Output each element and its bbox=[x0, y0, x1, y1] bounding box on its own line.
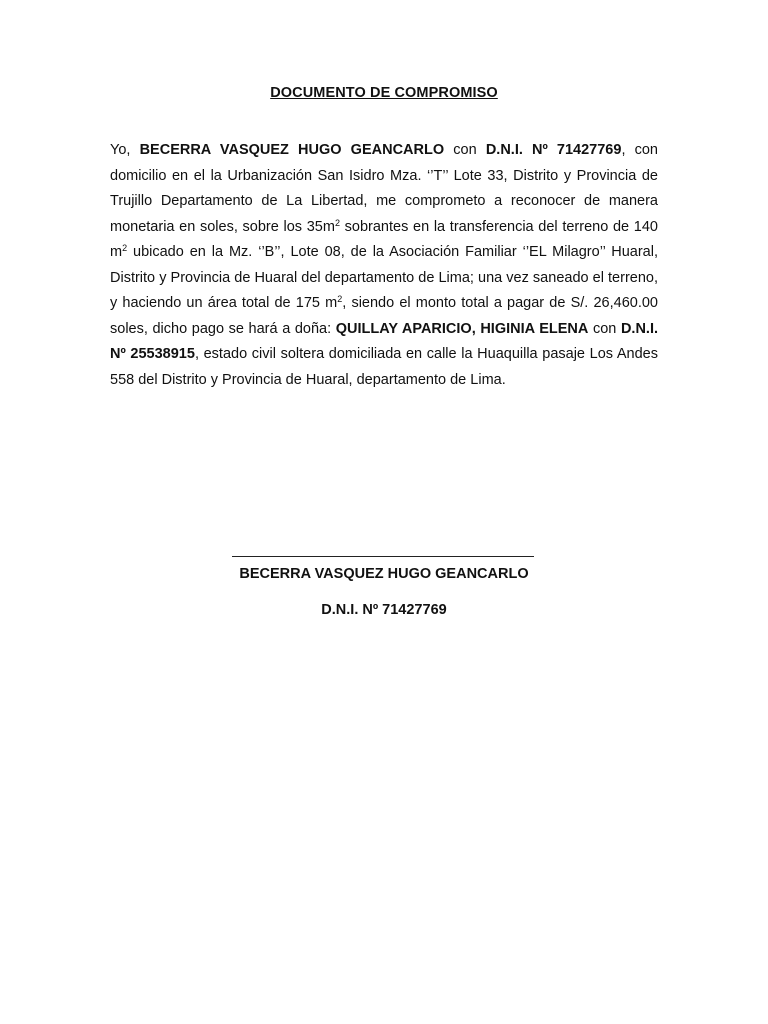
paragraph-text: Yo, bbox=[110, 142, 140, 158]
signer-dni: D.N.I. Nº 71427769 bbox=[485, 142, 622, 158]
document-title: DOCUMENTO DE COMPROMISO bbox=[270, 85, 498, 101]
paragraph-text: , con domicilio en el la Urbanización San Isidro Mza. ‘’T’’ Lote 33, Distrito y Provincia de Trujillo Departamento de La Libertad, me comprometo a reconocer de manera monetaria en soles, sobre los 35m bbox=[110, 142, 658, 235]
paragraph-text: con bbox=[444, 142, 486, 158]
payee-dni: D.N.I. Nº 25538915 bbox=[110, 320, 659, 362]
paragraph-text: , estado civil soltera domiciliada en calle la Huaquilla pasaje Los Andes 558 del Distrito y Provincia de Huaral, departamento de Lima. bbox=[110, 346, 658, 388]
superscript: 2 bbox=[334, 217, 340, 228]
payee-name: QUILLAY APARICIO, HIGINIA ELENA bbox=[335, 320, 589, 337]
paragraph-text: sobrantes en la transferencia del terreno de 140 m bbox=[110, 218, 658, 260]
signature-dni: D.N.I. Nº 71427769 bbox=[321, 602, 447, 618]
paragraph-text: , siendo el monto total a pagar de S/. 26,460.00 soles, dicho pago se hará a doña: bbox=[110, 295, 658, 337]
signature-line bbox=[232, 556, 534, 557]
superscript: 2 bbox=[122, 243, 128, 253]
paragraph-text: con bbox=[588, 320, 621, 337]
commitment-paragraph bbox=[110, 138, 658, 393]
signer-name: BECERRA VASQUEZ HUGO GEANCARLO bbox=[139, 142, 445, 158]
paragraph-text: ubicado en la Mz. ‘’B’’, Lote 08, de la Asociación Familiar ‘’EL Milagro’’ Huaral, Distrito y Provincia de Huaral del departamento de Lima; una vez saneado el terreno, y haciendo un área total de 175 m bbox=[110, 244, 658, 311]
superscript: 2 bbox=[337, 294, 343, 304]
signature-name: BECERRA VASQUEZ HUGO GEANCARLO bbox=[239, 566, 529, 582]
